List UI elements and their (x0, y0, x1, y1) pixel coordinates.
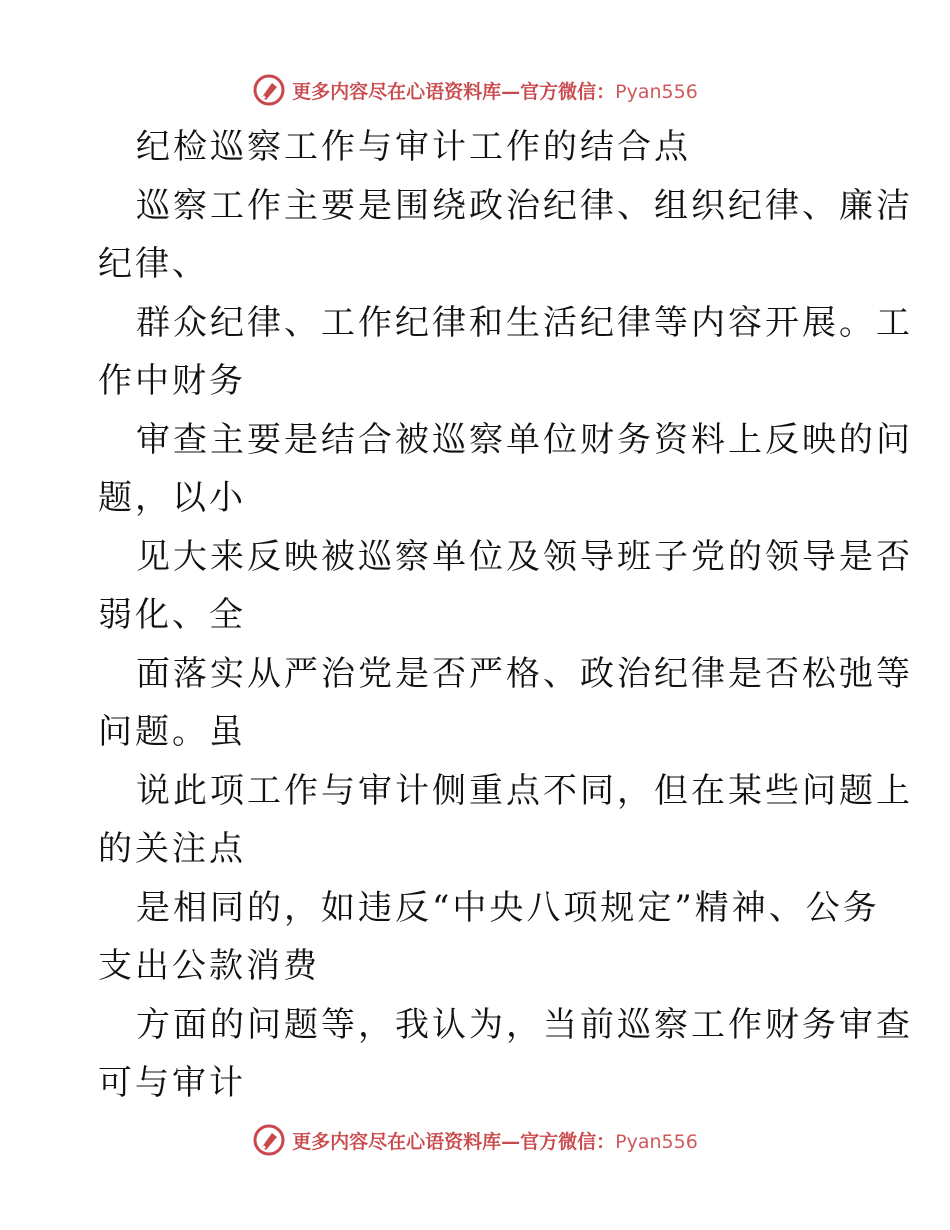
text-line: 纪律、 (98, 244, 209, 284)
watermark-text: 更多内容尽在心语资料库—官方微信：Pyan556 (292, 80, 698, 103)
watermark-text: 更多内容尽在心语资料库—官方微信：Pyan556 (292, 1130, 698, 1153)
pen-nib-logo-icon (252, 73, 286, 107)
text-line: 见大来反映被巡察单位及领导班子党的领导是否 (136, 536, 913, 577)
text-line: 审查主要是结合被巡察单位财务资料上反映的问 (136, 419, 913, 460)
text-line: 可与审计 (98, 1063, 246, 1103)
text-line: 面落实从严治党是否严格、政治纪律是否松弛等 (136, 653, 913, 694)
watermark-id: Pyan556 (615, 80, 698, 103)
pen-nib-logo-icon (252, 1123, 286, 1157)
text-line: 说此项工作与审计侧重点不同，但在某些问题上 (136, 770, 913, 811)
text-line: 纪检巡察工作与审计工作的结合点 (136, 127, 691, 167)
text-line: 的关注点 (98, 829, 246, 869)
text-line: 作中财务 (98, 361, 246, 401)
text-line: 支出公款消费 (98, 946, 320, 986)
text-line: 题，以小 (98, 478, 246, 518)
text-line: 是相同的，如违反“中央八项规定”精神、公务 (136, 887, 880, 928)
text-line: 群众纪律、工作纪律和生活纪律等内容开展。工 (136, 302, 913, 343)
footer-watermark (0, 1120, 950, 1160)
header-watermark (0, 70, 950, 110)
watermark-id: Pyan556 (615, 1130, 698, 1153)
text-line: 方面的问题等，我认为，当前巡察工作财务审查 (136, 1004, 913, 1045)
text-line: 问题。虽 (98, 712, 246, 752)
document-body (98, 118, 913, 1113)
text-line: 弱化、全 (98, 595, 246, 635)
text-line: 巡察工作主要是围绕政治纪律、组织纪律、廉洁 (136, 185, 913, 226)
